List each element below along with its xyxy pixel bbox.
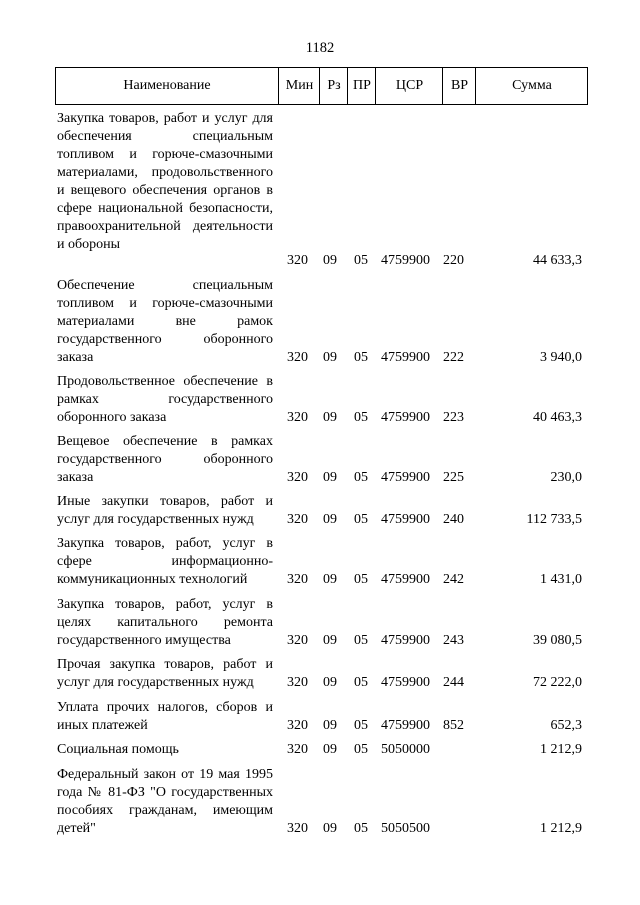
row-vr: 222 bbox=[443, 350, 464, 365]
row-csr: 5050500 bbox=[381, 821, 430, 836]
row-name: Обеспечение специальным топливом и горюче-смазочными материалами вне рамок государственного оборонного заказа bbox=[57, 278, 273, 365]
row-pr: 05 bbox=[354, 470, 368, 485]
row-rz: 09 bbox=[323, 633, 337, 648]
row-rz: 09 bbox=[323, 253, 337, 268]
row-name: Федеральный закон от 19 мая 1995 года № 81-ФЗ "О государственных пособиях гражданам, имеющим детей" bbox=[57, 767, 273, 836]
row-sum: 1 212,9 bbox=[540, 742, 582, 757]
row-min: 320 bbox=[287, 633, 308, 648]
row-min: 320 bbox=[287, 718, 308, 733]
row-rz: 09 bbox=[323, 675, 337, 690]
row-min: 320 bbox=[287, 253, 308, 268]
row-vr: 240 bbox=[443, 512, 464, 527]
row-csr: 4759900 bbox=[381, 410, 430, 425]
row-sum: 39 080,5 bbox=[533, 633, 582, 648]
header-rz: Рз bbox=[319, 68, 348, 104]
table-row bbox=[0, 493, 640, 529]
row-sum: 1 212,9 bbox=[540, 821, 582, 836]
table-row bbox=[0, 110, 640, 270]
row-pr: 05 bbox=[354, 742, 368, 757]
row-csr: 4759900 bbox=[381, 253, 430, 268]
row-name: Вещевое обеспечение в рамках государственного оборонного заказа bbox=[57, 434, 273, 485]
row-vr: 223 bbox=[443, 410, 464, 425]
row-sum: 72 222,0 bbox=[533, 675, 582, 690]
row-min: 320 bbox=[287, 821, 308, 836]
row-name: Закупка товаров, работ, услуг в сфере информационно-коммуникационных технологий bbox=[57, 536, 273, 587]
header-name: Наименование bbox=[123, 78, 211, 93]
row-sum: 40 463,3 bbox=[533, 410, 582, 425]
row-name: Иные закупки товаров, работ и услуг для государственных нужд bbox=[57, 494, 273, 527]
row-pr: 05 bbox=[354, 572, 368, 587]
row-min: 320 bbox=[287, 350, 308, 365]
row-name: Прочая закупка товаров, работ и услуг для государственных нужд bbox=[57, 657, 273, 690]
row-sum: 44 633,3 bbox=[533, 253, 582, 268]
row-csr: 4759900 bbox=[381, 633, 430, 648]
row-rz: 09 bbox=[323, 821, 337, 836]
row-rz: 09 bbox=[323, 572, 337, 587]
row-min: 320 bbox=[287, 572, 308, 587]
row-min: 320 bbox=[287, 410, 308, 425]
row-csr: 4759900 bbox=[381, 572, 430, 587]
row-csr: 5050000 bbox=[381, 742, 430, 757]
row-vr: 243 bbox=[443, 633, 464, 648]
header-pr: ПР bbox=[347, 68, 376, 104]
table-row bbox=[0, 433, 640, 487]
row-min: 320 bbox=[287, 675, 308, 690]
row-rz: 09 bbox=[323, 718, 337, 733]
row-vr: 244 bbox=[443, 675, 464, 690]
header-vr: ВР bbox=[442, 68, 476, 104]
row-pr: 05 bbox=[354, 633, 368, 648]
table-row bbox=[0, 766, 640, 838]
header-sum: Сумма bbox=[475, 68, 588, 104]
row-pr: 05 bbox=[354, 512, 368, 527]
row-pr: 05 bbox=[354, 410, 368, 425]
row-sum: 3 940,0 bbox=[540, 350, 582, 365]
row-rz: 09 bbox=[323, 512, 337, 527]
table-row bbox=[0, 741, 640, 759]
row-name: Закупка товаров, работ, услуг в целях капитального ремонта государственного имущества bbox=[57, 597, 273, 648]
table-row bbox=[0, 596, 640, 650]
row-name: Закупка товаров, работ и услуг для обеспечения специальным топливом и горюче-смазочными материалами, продовольственного и вещевого обеспечения органов в сфере национальной безопасности, правоохранительной деятельности и обороны bbox=[57, 111, 273, 252]
page-number: 1182 bbox=[305, 40, 335, 56]
row-name: Уплата прочих налогов, сборов и иных платежей bbox=[57, 700, 273, 733]
table-row bbox=[0, 277, 640, 367]
row-sum: 230,0 bbox=[550, 470, 582, 485]
row-pr: 05 bbox=[354, 350, 368, 365]
row-csr: 4759900 bbox=[381, 470, 430, 485]
table-row bbox=[0, 699, 640, 735]
row-vr: 852 bbox=[443, 718, 464, 733]
row-min: 320 bbox=[287, 512, 308, 527]
row-sum: 112 733,5 bbox=[526, 512, 582, 527]
row-rz: 09 bbox=[323, 470, 337, 485]
table-row bbox=[0, 656, 640, 692]
row-pr: 05 bbox=[354, 718, 368, 733]
row-csr: 4759900 bbox=[381, 512, 430, 527]
row-rz: 09 bbox=[323, 350, 337, 365]
row-name: Социальная помощь bbox=[57, 742, 179, 757]
row-name: Продовольственное обеспечение в рамках государственного оборонного заказа bbox=[57, 374, 273, 425]
table-row bbox=[0, 373, 640, 427]
row-vr: 220 bbox=[443, 253, 464, 268]
row-min: 320 bbox=[287, 742, 308, 757]
row-vr: 242 bbox=[443, 572, 464, 587]
row-pr: 05 bbox=[354, 821, 368, 836]
row-pr: 05 bbox=[354, 253, 368, 268]
row-rz: 09 bbox=[323, 742, 337, 757]
row-pr: 05 bbox=[354, 675, 368, 690]
row-csr: 4759900 bbox=[381, 350, 430, 365]
row-min: 320 bbox=[287, 470, 308, 485]
row-csr: 4759900 bbox=[381, 675, 430, 690]
row-vr: 225 bbox=[443, 470, 464, 485]
row-rz: 09 bbox=[323, 410, 337, 425]
table-row bbox=[0, 535, 640, 589]
row-csr: 4759900 bbox=[381, 718, 430, 733]
row-sum: 1 431,0 bbox=[540, 572, 582, 587]
row-sum: 652,3 bbox=[550, 718, 582, 733]
header-csr: ЦСР bbox=[375, 68, 443, 104]
header-min: Мин bbox=[278, 68, 320, 104]
table-header bbox=[55, 67, 588, 105]
